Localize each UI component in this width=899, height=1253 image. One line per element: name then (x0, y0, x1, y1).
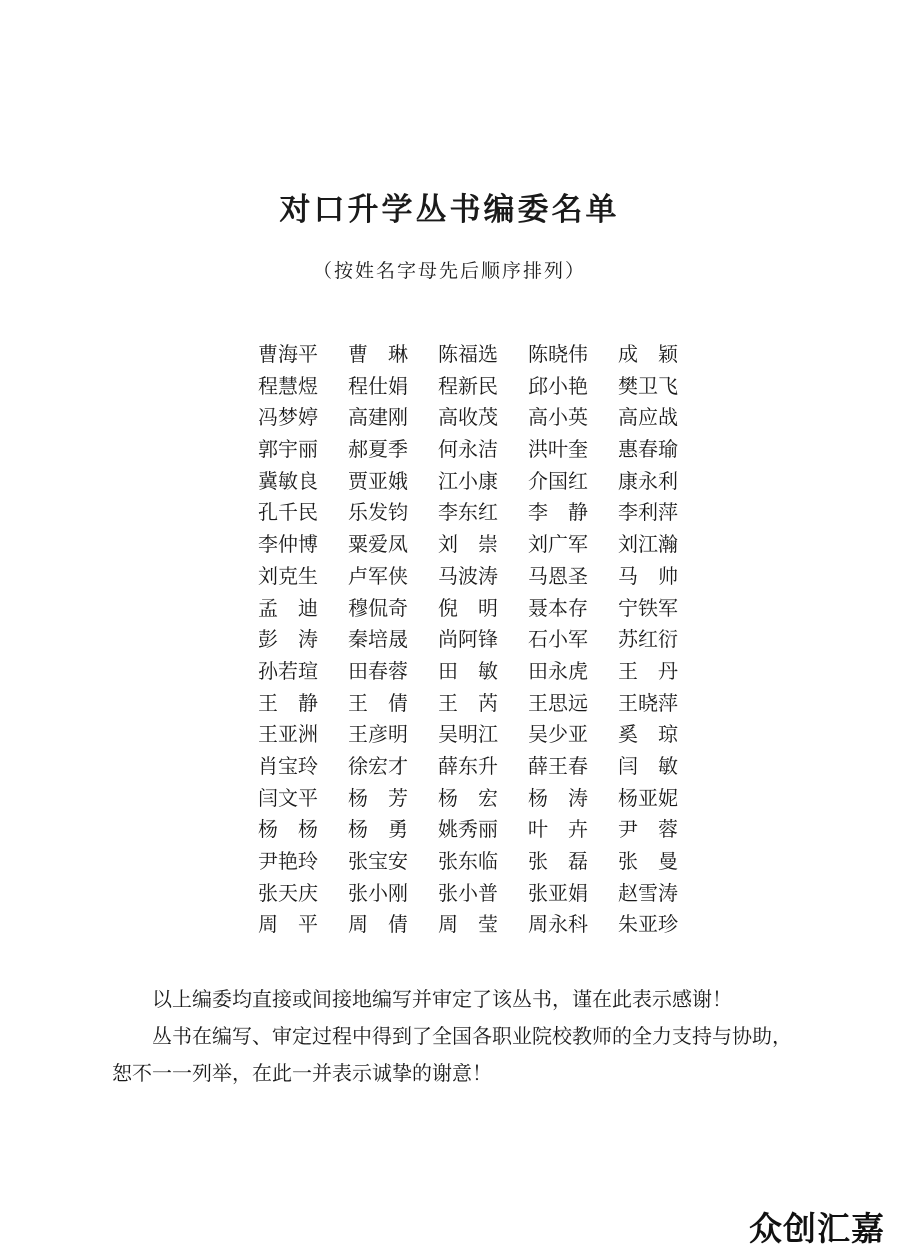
editor-name: 穆侃奇 (348, 595, 408, 620)
editor-name: 惠春瑜 (618, 437, 678, 462)
name-row (258, 846, 688, 878)
name-row (258, 529, 688, 561)
editor-name: 康永利 (618, 468, 678, 493)
editor-name: 程新民 (438, 373, 498, 398)
editor-name: 高小英 (528, 405, 588, 430)
editor-name: 卢军侠 (348, 563, 408, 588)
editor-name: 曹海平 (258, 342, 318, 366)
editor-name: 乐发钧 (348, 500, 408, 525)
name-row (258, 497, 688, 529)
editor-name: 王 丹 (618, 658, 678, 683)
editor-name: 张小刚 (348, 880, 408, 905)
editor-name: 杨 涛 (528, 785, 588, 810)
editor-name: 冯梦婷 (258, 405, 318, 430)
editor-name: 田 敏 (438, 658, 498, 683)
editor-name: 闫 敏 (618, 753, 678, 778)
editor-name: 高收茂 (438, 405, 498, 430)
editor-name: 田春蓉 (348, 658, 408, 683)
editor-name: 程慧煜 (258, 373, 318, 398)
name-row (258, 402, 688, 434)
editor-name: 奚 琼 (618, 722, 678, 747)
editor-name: 粟爱凤 (348, 532, 408, 557)
editor-name: 叶 卉 (528, 817, 588, 842)
name-row (258, 466, 688, 498)
editor-name: 聂本存 (528, 595, 588, 620)
editor-name: 李仲博 (258, 532, 318, 557)
editor-name: 张天庆 (258, 880, 318, 905)
name-row (258, 624, 688, 656)
editor-name: 张 曼 (618, 849, 678, 873)
editor-name: 姚秀丽 (438, 817, 498, 842)
editor-name: 倪 明 (438, 595, 498, 620)
editor-name: 李利萍 (618, 500, 678, 525)
editor-name: 刘广军 (528, 532, 588, 557)
editor-name: 孟 迪 (258, 595, 318, 620)
editor-name: 尹艳玲 (258, 849, 318, 873)
editor-name: 朱亚珍 (618, 912, 678, 937)
editor-name: 杨亚妮 (618, 785, 678, 810)
acknowledgement-paragraph: 以上编委均直接或间接地编写并审定了该丛书，谨在此表示感谢！ (152, 987, 732, 1011)
name-row (258, 434, 688, 466)
name-row (258, 561, 688, 593)
editor-name: 张小普 (438, 880, 498, 905)
editor-name: 贾亚娥 (348, 468, 408, 493)
editor-name: 孔千民 (258, 500, 318, 525)
editor-name: 李 静 (528, 500, 588, 525)
editor-name: 徐宏才 (348, 753, 408, 778)
name-row (258, 878, 688, 910)
editor-name: 郝夏季 (348, 437, 408, 462)
editor-name-list (258, 339, 688, 941)
name-row (258, 814, 688, 846)
name-row (258, 688, 688, 720)
editor-name: 周永科 (528, 912, 588, 937)
name-row (258, 371, 688, 403)
editor-name: 杨 宏 (438, 785, 498, 810)
name-row (258, 656, 688, 688)
editor-name: 张宝安 (348, 849, 408, 873)
page-subtitle: （按姓名字母先后顺序排列） (312, 260, 586, 282)
editor-name: 赵雪涛 (618, 880, 678, 905)
watermark-logo: 众创汇嘉 (749, 1209, 885, 1248)
editor-name: 杨 勇 (348, 817, 408, 842)
editor-name: 杨 芳 (348, 785, 408, 810)
editor-name: 樊卫飞 (618, 373, 678, 398)
editor-name: 周 平 (258, 912, 318, 937)
editor-name: 刘江瀚 (618, 532, 678, 557)
editor-name: 成 颖 (618, 342, 678, 366)
editor-name: 尚阿锋 (438, 627, 498, 652)
editor-name: 马恩圣 (528, 563, 588, 588)
editor-name: 王 芮 (438, 690, 498, 715)
name-row (258, 593, 688, 625)
editor-name: 石小军 (528, 627, 588, 652)
editor-name: 邱小艳 (528, 373, 588, 398)
editor-name: 刘 崇 (438, 532, 498, 557)
editor-name: 王亚洲 (258, 722, 318, 747)
editor-name: 肖宝玲 (258, 753, 318, 778)
editor-name: 吴少亚 (528, 722, 588, 747)
editor-name: 王彦明 (348, 722, 408, 747)
editor-name: 程仕娟 (348, 373, 408, 398)
editor-name: 王晓萍 (618, 690, 678, 715)
editor-name: 江小康 (438, 468, 498, 493)
editor-name: 张东临 (438, 849, 498, 873)
acknowledgement-paragraph: 丛书在编写、审定过程中得到了全国各职业院校教师的全力支持与协助，恕不一一列举，在此一并表示诚挚的谢意！ (112, 1024, 792, 1085)
editor-name: 张亚娟 (528, 880, 588, 905)
page-title: 对口升学丛书编委名单 (279, 192, 620, 228)
name-row (258, 909, 688, 941)
name-row (258, 751, 688, 783)
name-row (258, 783, 688, 815)
editor-name: 彭 涛 (258, 627, 318, 652)
editor-name: 孙若瑄 (258, 658, 318, 683)
editor-name: 田永虎 (528, 658, 588, 683)
editor-name: 吴明江 (438, 722, 498, 747)
editor-name: 王 静 (258, 690, 318, 715)
editor-name: 高建刚 (348, 405, 408, 430)
editor-name: 介国红 (528, 468, 588, 493)
acknowledgement (112, 981, 792, 1092)
editor-name: 马 帅 (618, 563, 678, 588)
editor-name: 张 磊 (528, 849, 588, 873)
editor-name: 秦培晟 (348, 627, 408, 652)
editor-name: 冀敏良 (258, 468, 318, 493)
editor-name: 郭宇丽 (258, 437, 318, 462)
editor-name: 陈晓伟 (528, 342, 588, 366)
editor-name: 薛王春 (528, 753, 588, 778)
editor-name: 尹 蓉 (618, 817, 678, 842)
editor-name: 闫文平 (258, 785, 318, 810)
name-row (258, 339, 688, 371)
editor-name: 周 莹 (438, 912, 498, 937)
editor-name: 王思远 (528, 690, 588, 715)
editor-name: 薛东升 (438, 753, 498, 778)
editor-name: 曹 琳 (348, 342, 408, 366)
editor-name: 何永洁 (438, 437, 498, 462)
editor-name: 洪叶奎 (528, 437, 588, 462)
name-row (258, 719, 688, 751)
editor-name: 苏红衍 (618, 627, 678, 652)
editor-name: 王 倩 (348, 690, 408, 715)
editor-name: 陈福选 (438, 342, 498, 366)
editor-name: 周 倩 (348, 912, 408, 937)
editor-name: 马波涛 (438, 563, 498, 588)
editor-name: 高应战 (618, 405, 678, 430)
editor-name: 杨 杨 (258, 817, 318, 842)
editor-name: 刘克生 (258, 563, 318, 588)
editor-name: 李东红 (438, 500, 498, 525)
editor-name: 宁铁军 (618, 595, 678, 620)
